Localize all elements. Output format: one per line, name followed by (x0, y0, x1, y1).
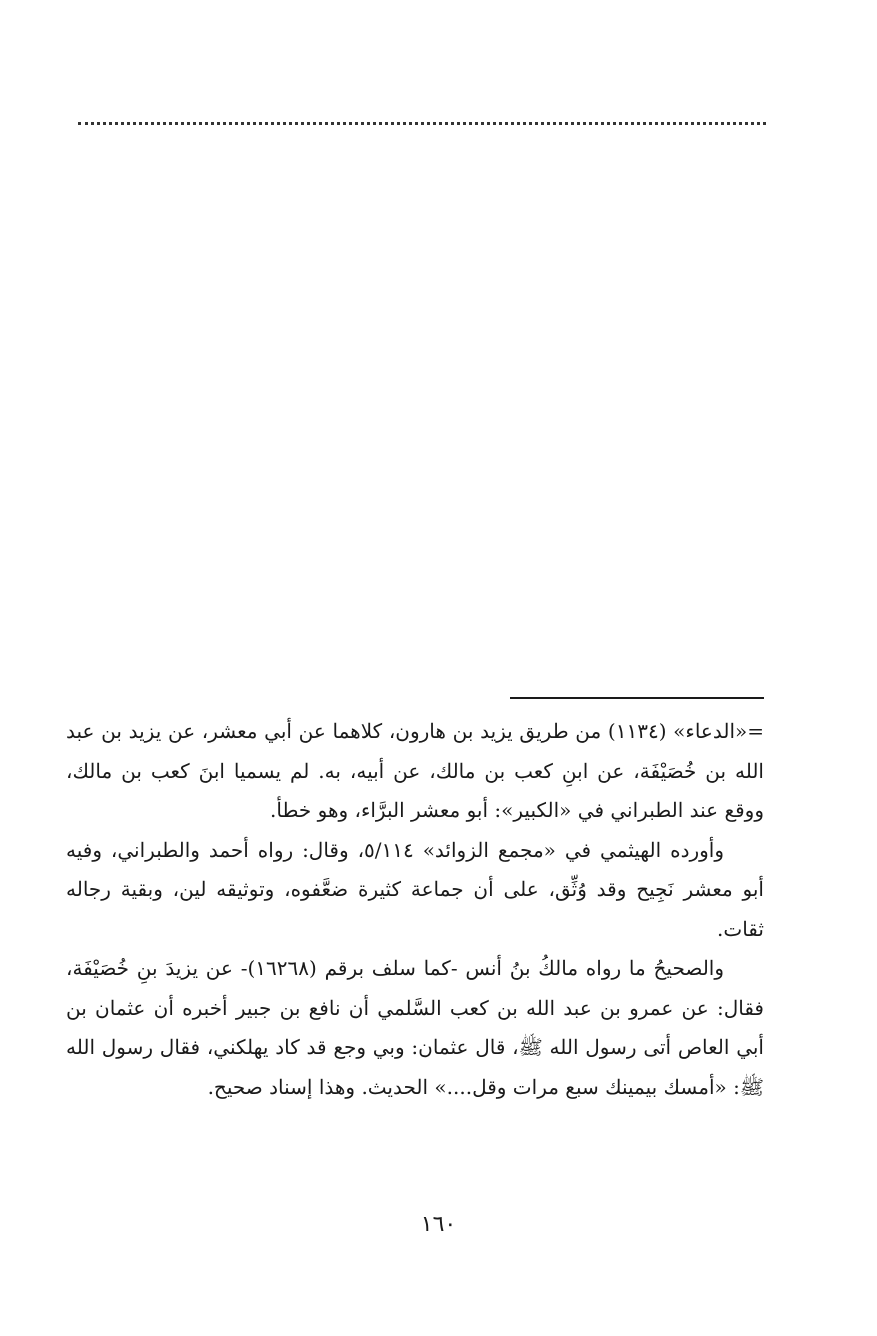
page-number: ١٦٠ (420, 1212, 457, 1237)
footnote-paragraph-2: وأورده الهيثمي في «مجمع الزوائد» ٥/١١٤، وقال: رواه أحمد والطبراني، وفيه أبو معشر نَجِيح وقد وُثِّق، على أن جماعة كثيرة ضعَّفوه، وتوثيقه لين، وبقية رجاله ثقات. (66, 837, 764, 941)
dotted-separator (78, 122, 766, 125)
footnote-paragraph-3: والصحيحُ ما رواه مالكُ بنُ أنس -كما سلف برقم (١٦٢٦٨)- عن يزيدَ بنِ خُصَيْفَة، فقال: عن عمرو بن عبد الله بن كعب السَّلمي أن نافع بن جبير أخبره أن عثمان بن أبي العاص أتى رسول الله ﷺ، قال عثمان: وبي وجع قد كاد يهلكني، فقال رسول الله ﷺ: «أمسك بيمينك سبع مرات وقل....» الحديث. وهذا إسناد صحيح. (66, 956, 764, 1099)
footnote-block (66, 712, 764, 1107)
footnote-paragraph-1: =«الدعاء» (١١٣٤) من طريق يزيد بن هارون، كلاهما عن أبي معشر، عن يزيد بن عبد الله بن خُصَيْفَة، عن ابنِ كعب بن مالك، عن أبيه، به. لم يسميا ابنَ كعب بن مالك، ووقع عند الطبراني في «الكبير»: أبو معشر البرَّاء، وهو خطأ. (66, 719, 764, 822)
footnote-separator (510, 697, 764, 699)
